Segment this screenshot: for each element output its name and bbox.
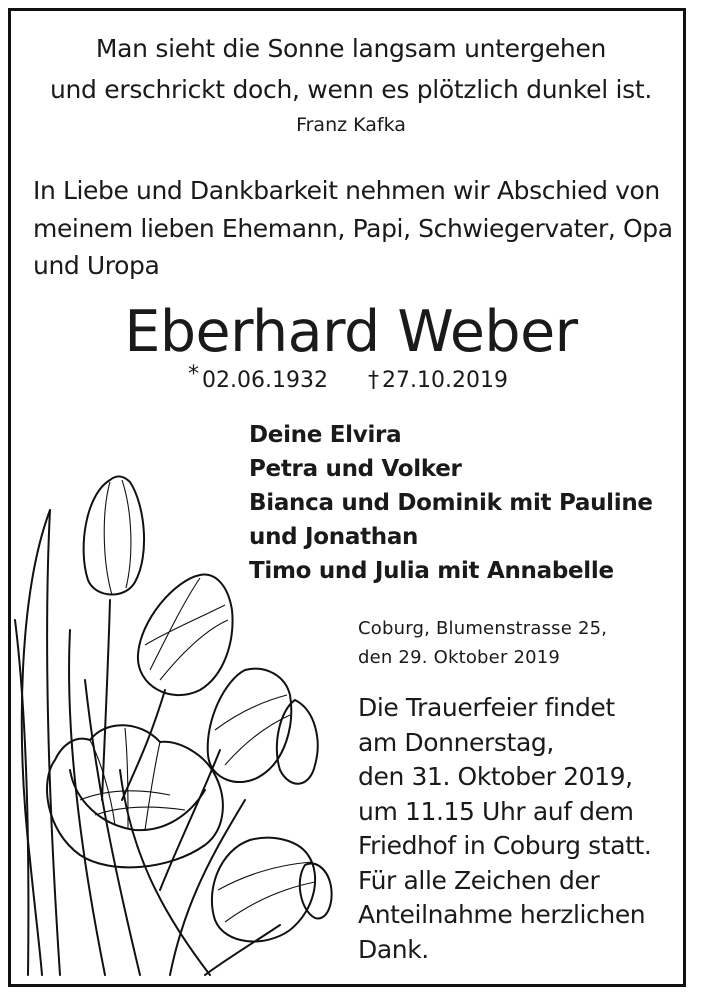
service-line: Anteilnahme herzlichen — [358, 900, 646, 929]
mourners-list — [249, 418, 653, 588]
service-line: Für alle Zeichen der — [358, 865, 600, 895]
birth-date-group — [188, 362, 328, 393]
mourner-line: Bianca und Dominik mit Pauline — [249, 490, 653, 516]
mourner-line: Timo und Julia mit Annabelle — [249, 558, 614, 584]
service-line: den 31. Oktober 2019, — [358, 762, 633, 791]
death-date: 27.10.2019 — [382, 368, 508, 393]
death-symbol: † — [368, 368, 379, 393]
mourner-line: und Jonathan — [249, 524, 419, 550]
birth-date: 02.06.1932 — [202, 368, 328, 393]
place-line: Coburg, Blumenstrasse 25, — [358, 618, 608, 639]
quote-line: Man sieht die Sonne langsam untergehen — [95, 34, 607, 63]
mourner-line: Petra und Volker — [249, 456, 462, 482]
quote-line: und erschrickt doch, wenn es plötzlich dunkel ist. — [49, 75, 653, 104]
date-line: den 29. Oktober 2019 — [358, 647, 561, 668]
service-line: Die Trauerfeier findet — [358, 693, 615, 722]
intro-line: und Uropa — [33, 251, 160, 280]
intro-line: In Liebe und Dankbarkeit nehmen wir Abschied von — [33, 176, 660, 205]
service-line: um 11.15 Uhr auf dem — [358, 796, 634, 826]
intro-text — [33, 172, 683, 285]
intro-line: meinem lieben Ehemann, Papi, Schwiegervater, Opa — [33, 213, 673, 243]
service-line: Friedhof in Coburg statt. — [358, 831, 652, 860]
death-date-group — [368, 368, 508, 393]
mourner-line: Deine Elvira — [249, 422, 402, 448]
quote-author: Franz Kafka — [296, 114, 406, 136]
service-line: am Donnerstag, — [358, 727, 554, 757]
place-date — [358, 614, 607, 672]
service-info — [358, 691, 651, 967]
service-line: Dank. — [358, 934, 429, 964]
birth-symbol: * — [188, 362, 199, 387]
deceased-name: Eberhard Weber — [124, 299, 578, 365]
quote — [0, 28, 702, 110]
